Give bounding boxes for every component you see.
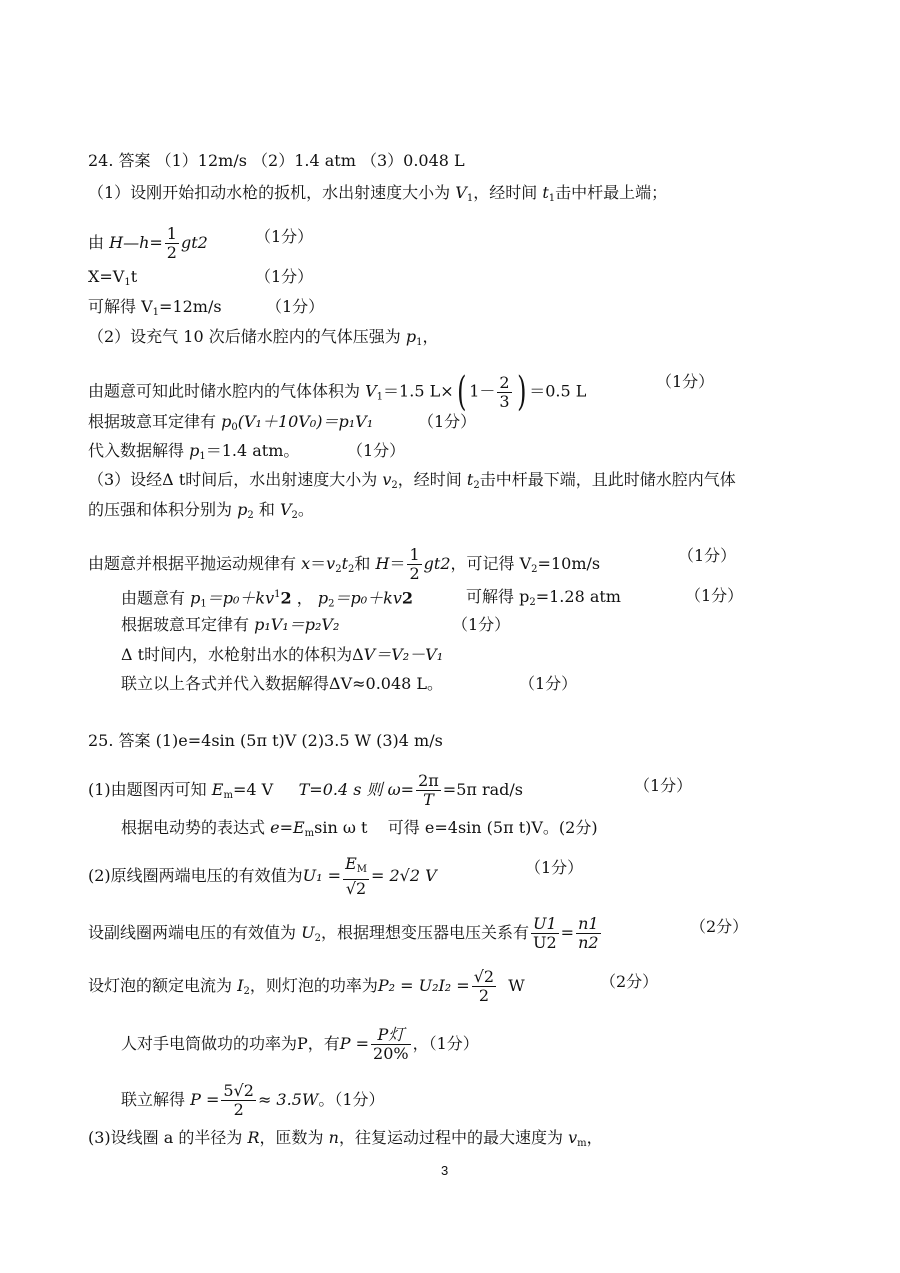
q24-eq2: $X=V_1t$: [88, 267, 138, 288]
q25-part3: (3)设线圈 a 的半径为 R，匝数为 n，往复运动过程中的最大速度为 $v_m$，: [88, 1128, 603, 1149]
q25-secondary-coil: 设副线圈两端电压的有效值为 $U_2$，根据理想变压器电压关系有 $\frac{U1}{U2}$ = $\frac{n1}{n2}$: [88, 914, 599, 952]
q25-emf-eq: 根据电动势的表达式 $e=E_m\sin$ ω t 可得 e=4sin (5π t)V。(2分): [121, 818, 598, 839]
q25-hand-power: 人对手电筒做功的功率为P，有P = $\frac{\text{P灯}}{20\%}$ ，（1分）: [121, 1025, 479, 1063]
q24-score6: （1分）: [347, 441, 406, 460]
q24-score5: （1分）: [418, 412, 477, 431]
q25-score3: （2分）: [690, 917, 749, 936]
q24-final-result: 联立以上各式并代入数据解得ΔV≈0.048 L。: [121, 674, 444, 693]
q24-part1-intro: （1）设刚开始扣动水枪的扳机，水出射速度大小为 $V_1$，经时间 $t_1$击中杆最上端；: [88, 183, 668, 204]
q25-bulb-power: 设灯泡的额定电流为 $I_2$，则灯泡的功率为P₂ = U₂I₂ = $\frac{√2}{2}$ W: [88, 967, 525, 1005]
q24-part3-line2: 的压强和体积分别为 $p_2$ 和 $V_2$。: [88, 500, 314, 521]
q24-heading: 24. 答案 （1）12m/s （2）1.4 atm （3）0.048 L: [88, 151, 465, 170]
q24-boyle2-eq: 根据玻意耳定律有 p₁V₁＝p₂V₂: [121, 615, 340, 634]
q24-substitution: 代入数据解得 $p_1=1.4$ atm。: [88, 441, 300, 462]
page-number: 3: [441, 1163, 449, 1178]
q25-score2: （1分）: [525, 858, 584, 877]
q25-part2: (2)原线圈两端电压的有效值为U₁ = $\frac{E_M}{√2}$ = 2√2 V: [88, 854, 437, 898]
q24-delta-volume: Δ t时间内，水枪射出水的体积为ΔV＝V₂－V₁: [121, 645, 444, 664]
q24-part3-line1: （3）设经Δ t时间后，水出射速度大小为 $v_2$，经时间 $t_2$击中杆最下端，且此时储水腔内气体: [88, 470, 736, 491]
q24-score2: （1分）: [255, 267, 314, 286]
q24-score1: （1分）: [255, 227, 314, 246]
q24-pressure-result: 可解得 $p_2=1.28$ atm: [466, 587, 621, 608]
q24-result1: 可解得 $V_1=12m/s$: [88, 297, 222, 318]
q25-score4: （2分）: [600, 972, 659, 991]
q25-solution: 联立解得 P = $\frac{5√2}{2}$ ≈ 3.5W。（1分）: [121, 1081, 385, 1119]
q25-score1: （1分）: [634, 776, 693, 795]
q24-score4: （1分）: [656, 372, 715, 391]
q24-volume-eq: 由题意可知此时储水腔内的气体体积为 $V_1=1.5$ L×( 1－ $\frac{2}{3}$ ) ＝0.5 L: [88, 369, 587, 415]
q24-score7: （1分）: [678, 546, 737, 565]
q24-projectile-eq: 由题意并根据平抛运动规律有 $x=v_2t_2$和 H＝ $\frac{1}{2}$ gt2，可记得 $V_2=10m/s$: [88, 545, 601, 583]
q25-heading: 25. 答案 (1)e=4sin (5π t)V (2)3.5 W (3)4 m/s: [88, 731, 443, 750]
q24-part2-intro: （2）设充气 10 次后储水腔内的气体压强为 $p_1$，: [88, 327, 439, 348]
q24-score9: （1分）: [452, 615, 511, 634]
q24-score8: （1分）: [685, 586, 744, 605]
q25-part1: (1)由题图丙可知 $E_m=4$ V T=0.4 s 则 ω= $\frac{2\pi}{T}$ =5π rad/s: [88, 771, 523, 809]
q24-boyle-eq: 根据玻意耳定律有 $p_0(V_1+10V_0)=p_1V_1$: [88, 412, 374, 433]
q24-eq1: 由 H—h= $\frac{1}{2}$ gt2: [88, 224, 208, 262]
q24-pressure-eq: 由题意有 $p_1=p_0+kv^12$ ， $p_2=p_0+kv2$: [121, 588, 414, 610]
q24-score3: （1分）: [266, 297, 325, 316]
q24-score10: （1分）: [519, 674, 578, 693]
